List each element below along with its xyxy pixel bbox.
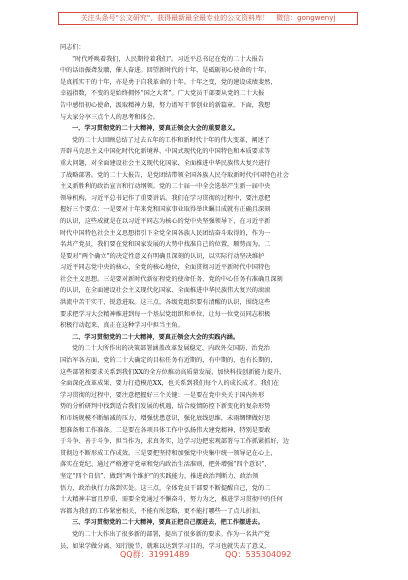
body-line: 悟力、政治执行力落到实处。这三点，全体党员干部要不断提醒自己，党的二 (60, 484, 271, 492)
body-line: 中的话语振聋发聩，催人奋进。回望新时代的十年，是砥砺初心使命的十年， (60, 67, 271, 75)
section-heading: 一、学习贯彻党的二十大精神，要真正领会大会的重要意义。 (72, 125, 240, 133)
body-line: 员，如果学做分离、知行脱节，就难以达到学习目的，学习也就失去了意义， (60, 542, 271, 550)
body-line: 党的二十大作出了很多新的部署，提出了很多新的要求。作为一名共产党 (72, 530, 270, 538)
body-line: 与大家分享三点个人的思考和体会。 (60, 113, 159, 121)
body-line: 党的二十大回顾总结了过去五年的工作和新时代十年的伟大变革，阐述了 (72, 136, 270, 144)
body-line: 告中感悟初心使命，汲取精神力量，努力谱写干事创业的新篇章。下面，我想 (60, 101, 271, 109)
body-line: 坚定“四个自信”、做到“两个维护”的实践能力，推进政治判断力、政治领 (60, 472, 259, 480)
footer-qq-group: QQ群：31991489 (120, 550, 190, 559)
body-line: 同志们： (60, 44, 85, 51)
body-line: 习近平同志党中央的核心、全党的核心地位，全面贯彻习近平新时代中国特色 (60, 264, 271, 272)
body-line: 于斗争、善于斗争，担当作为，求真务实，边学习边把宏观部署与工作抓紧抓好，边 (60, 438, 289, 446)
body-line: 主义新胜利的政治宣言和行动纲领。党的二十届一中全会选举产生新一届中央 (60, 183, 271, 191)
body-line: 这些部署和要求关系到我们XX的全方位推动高质量发展，加快科技创新能力提升， (60, 368, 286, 376)
document-body (60, 42, 356, 552)
body-line: 想准备和工作准备。二是要在各项具体工作中弘扬伟大建党精神，特别是要敢 (60, 426, 271, 434)
body-line: 国治军各方面，党的二十大确定的目标任务有近期的，有中期的，也有长期的， (60, 357, 277, 365)
body-line: 了战略部署。党的二十大报告，是党团结带领全国各族人民夺取新时代中国特色社会 (60, 171, 289, 179)
body-line: 势的分析研判中找到适合我们发展的机遇，结合疫情防控下新变化的复杂形势 (60, 403, 271, 411)
body-line: 是真抓实干的十年，亦是勇于自我革命的十年。十年之变，党的建设成绩斐然， (60, 78, 277, 86)
body-line: 开辟马克思主义中国化时代化新境界、中国式现代化的中国特色和本质要求等 (60, 148, 271, 156)
body-line: 要求把学习大会精神推进到每一个基层党组织和单位，让每一位党员同志积极 (60, 310, 271, 318)
body-line: 贯彻边不断形成工作成效。三是要把坚持和加强党中央集中统一领导记在心上， (60, 449, 277, 457)
body-line: 学习贯彻的过程中，要注意把握好三个关键：一是要在党中央关于国内外形 (60, 391, 265, 399)
body-line: 时代中国特色社会主义思想指引下全党全国各族人民团结奋斗取得的，作为一 (60, 229, 271, 237)
body-line: 容都为我们的工作紧密相关，不能有所忽略，更不能打哪些一了点儿折扣。 (60, 507, 265, 515)
body-line: 十大精神丰富且厚重，需要全党通过不懈奋斗，努力为之，推进学习贯彻中的任何 (60, 496, 283, 504)
body-line: 和市场规模不断缩减的压力，增强忧患意识，强化底线思维，未雨绸缪做好思 (60, 415, 271, 422)
body-line: 党的二十大所作出的决策部署涵盖改革发展稳定、内政外交国防、治党治 (72, 345, 270, 353)
body-line: 名共产党员，我们要在党和国家发展的大势中找准自己的位置，顺势而为。二 (60, 241, 271, 249)
footer (60, 548, 356, 562)
body-line: 幸福指数，不变的是始终拥怀“国之大者”。广大党员干部要从党的二十大报 (60, 90, 265, 98)
footer-qq-contact: QQ：535304092 (225, 550, 292, 559)
body-line: “时代呼唤着我们，人民期待着我们”。习近平总书记在党的二十大报告 (72, 55, 264, 63)
body-line: 领导机构，习近平总书记作了重要讲话。我们在学习贯彻的过程中，要注意把 (60, 194, 271, 202)
body-line: 社会主义思想。三是要对新时代新征程党的使命任务、党的中心任务有准确且深刻 (60, 275, 283, 283)
body-line: 落实在党纪、通过严格遵守党章和党内政治生活准则，把外增强“四个意识”、 (60, 461, 271, 469)
body-line: 握好三个要点：一是要对十年来党和国家事业取得举世瞩目成就有正确且深刻 (60, 206, 271, 214)
body-line: 是要对“两个确立”的决定性意义有明确且深刻的认识，以实际行动坚决维护 (60, 252, 265, 260)
promo-banner: 关注头条号"公文研究"，获得最新最全最专业的公文资料库！ 微信：gongwenyj (58, 12, 358, 25)
body-line: 的认识，在全面建设社会主义现代化国家、全面推进中华民族伟大复兴的滚滚 (60, 287, 271, 295)
body-line: 全面深化改革成果、要力打造模范XX，也关系到我们每个人的成长成才。我们在 (60, 380, 280, 388)
body-line: 洪流中苦干实干、锐意进取。这三点，各级党组织要有清醒的认识，围绕这些 (60, 299, 271, 307)
section-heading: 三、学习贯彻党的二十大精神，要真正把自己摆进去，把工作摆进去。 (72, 519, 264, 527)
body-line: 重大问题，对全面建设社会主义现代化国家、全面推进中华民族伟大复兴进行 (60, 159, 271, 167)
body-line: 的认识，这些成就是在以习近平同志为核心的党中央坚强领导下，在习近平新 (60, 217, 271, 225)
body-line: 积极行动起来，真正在这种学习中担当主角。 (60, 322, 184, 330)
section-heading: 二、学习贯彻党的二十大精神，要真正领会大会的实践内涵。 (72, 333, 240, 341)
